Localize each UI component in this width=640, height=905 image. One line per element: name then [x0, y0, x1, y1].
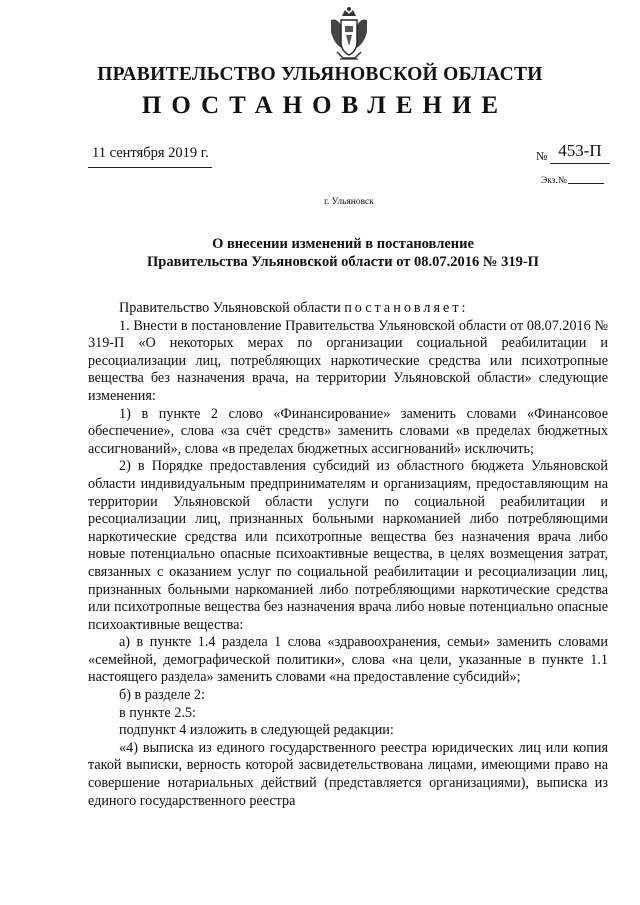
document-number: 453-П [550, 141, 610, 164]
intro-text: Правительство Ульяновской области [119, 300, 341, 316]
paragraph-4: а) в пункте 1.4 раздела 1 слова «здравоохранения, семьи» заменить словами «семейной, демографической политики», слова «на цели, указанные в пункте 1.1 настоящего раздела» заменить словами «на предоставление субсидий»; [88, 634, 608, 686]
paragraph-1: 1. Внести в постановление Правительства Ульяновской области от 08.07.2016 № 319-П «О некоторых мерах по организации социальной реабилитации и ресоциализации лиц, потребляющих наркотические средства или психотропные вещества без назначения врача, на территории Ульяновской области» следующие изменения: [88, 317, 608, 404]
paragraph-5: б) в разделе 2: [119, 687, 205, 704]
document-body [88, 300, 608, 810]
document-type: ПОСТАНОВЛЕНИЕ [141, 92, 509, 119]
number-label: № [536, 149, 548, 163]
paragraph-6: в пункте 2.5: [119, 704, 196, 721]
paragraph-3: 2) в Порядке предоставления субсидий из областного бюджета Ульяновской области индивидуальным предпринимателям и организациям, предоставляющим на территории Ульяновской области услуги по социальной реабилитации и ресоциализации лиц, признанных больными наркоманией либо потребляющими наркотические средства или психотропные вещества без назначения врача либо новые потенциально опасные психоактивные вещества, в целях возмещения затрат, связанных с оказанием услуг по социальной реабилитации и ресоциализации лиц, признанных больными наркоманией либо потребляющими наркотические средства или психотропные вещества без назначения врача либо новые потенциально опасные психоактивные вещества: [88, 458, 608, 633]
date-underline [88, 167, 212, 168]
paragraph-7: подпункт 4 изложить в следующей редакции: [119, 722, 394, 739]
document-subject [0, 236, 640, 271]
paragraph-8: «4) выписка из единого государственного реестра юридических лиц или копия такой выписки, верность которой засвидетельствована лицами, имеющими право на совершение нотариальных действий (представляется организациями), выписка из единого государственного реестра [88, 739, 608, 809]
intro-paragraph [88, 300, 608, 318]
coat-of-arms-icon [328, 6, 370, 62]
copy-number [541, 176, 604, 186]
government-name: ПРАВИТЕЛЬСТВО УЛЬЯНОВСКОЙ ОБЛАСТИ [97, 64, 543, 85]
subject-line-2: Правительства Ульяновской области от 08.07.2016 № 319-П [147, 253, 539, 270]
copy-number-label: Экз.№ [541, 176, 567, 186]
city: г. Ульяновск [324, 197, 374, 207]
intro-resolves: постановляет: [344, 300, 469, 316]
document-date: 11 сентября 2019 г. [92, 145, 209, 161]
copy-number-line [568, 183, 604, 184]
subject-line-1: О внесении изменений в постановление [212, 236, 474, 252]
paragraph-2: 1) в пункте 2 слово «Финансирование» заменить словами «Финансовое обеспечение», слова «за счёт средств» заменить словами «в пределах бюджетных ассигнований», слова «в пределах бюджетных ассигнований» исключить; [88, 405, 608, 457]
